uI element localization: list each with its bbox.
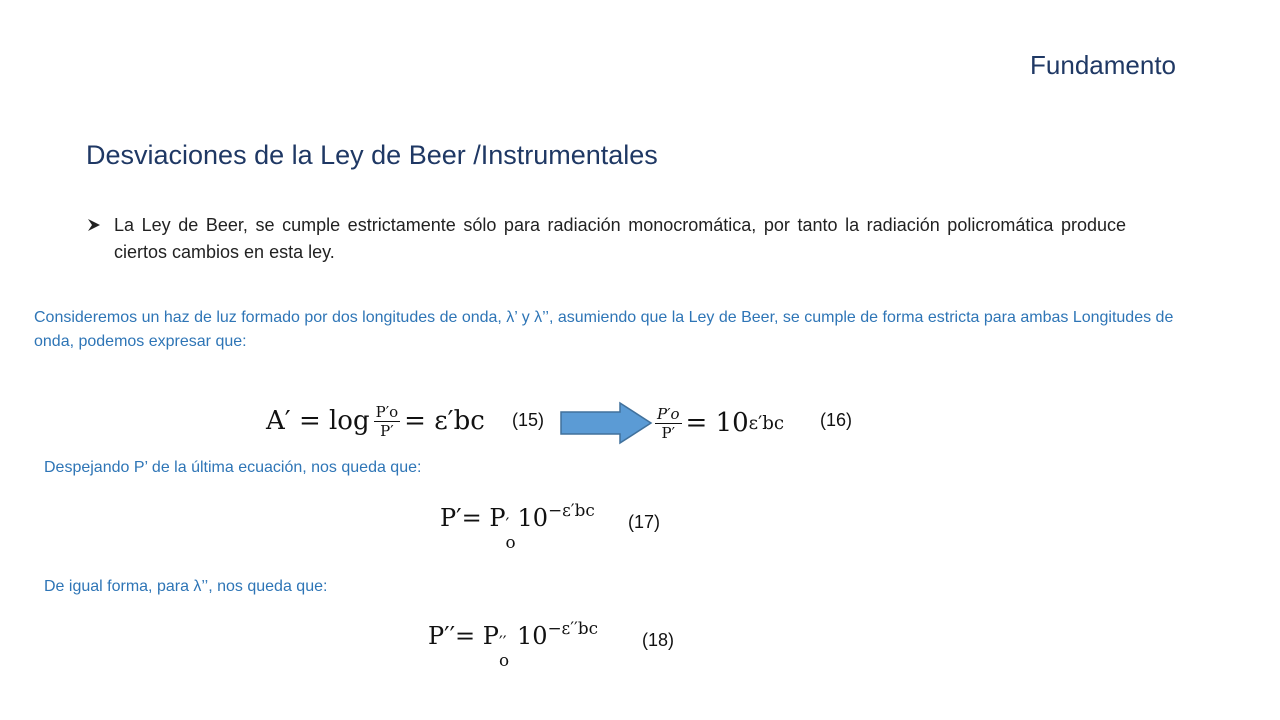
eq17-sub: o	[505, 532, 516, 553]
right-arrow-icon	[558, 400, 654, 446]
eq15-lhs: A′ = log	[266, 406, 370, 436]
intro-paragraph: Consideremos un haz de luz formado por dos longitudes de onda, λ’ y λ’’, asumiendo que la Ley de Beer, se cumple de forma estricta para ambas Longitudes de onda, podemos expresar que:	[34, 309, 1174, 350]
eq17-lhs: P′= P	[440, 504, 506, 533]
eq15-fraction	[374, 403, 401, 440]
eq18-exponent: −ε′′bc	[547, 618, 599, 638]
despejando-text: Despejando P’ de la última ecuación, nos queda que:	[44, 459, 422, 476]
equation-18-number: (18)	[642, 630, 675, 650]
eq16-base: = 10	[685, 408, 749, 438]
equation-15-number: (15)	[512, 410, 545, 430]
bullet-text: La Ley de Beer, se cumple estrictamente sólo para radiación monocromática, por tanto la radiación policromática produce ciertos cambios en esta ley.	[114, 215, 1126, 262]
eq17-base: 10	[517, 504, 549, 533]
slide-title: Desviaciones de la Ley de Beer /Instrumentales	[86, 140, 658, 170]
eq18-lhs: P′′= P	[428, 622, 499, 651]
equation-15	[266, 393, 485, 449]
equation-18	[428, 618, 599, 671]
equation-17-number: (17)	[628, 512, 661, 532]
eq16-numerator: P′o	[657, 404, 680, 423]
eq15-rhs: = ε′bc	[404, 406, 485, 436]
arrowhead-bullet-icon	[86, 217, 102, 233]
eq18-base: 10	[516, 622, 548, 651]
eq17-exponent: −ε′bc	[548, 500, 595, 520]
eq18-sub: o	[498, 650, 510, 671]
bullet-point	[86, 212, 1126, 266]
eq18-prime: ′′	[498, 632, 507, 653]
eq15-denominator: P′	[380, 421, 394, 440]
de-igual-forma-text: De igual forma, para λ’’, nos queda que:	[44, 578, 328, 595]
eq15-numerator: P′o	[375, 402, 399, 421]
header-title: Fundamento	[1030, 50, 1176, 80]
equation-17	[440, 500, 595, 553]
eq17-prime: ′	[505, 514, 510, 535]
eq16-denominator: P′	[661, 423, 676, 442]
eq16-fraction	[655, 405, 682, 442]
equation-16	[655, 393, 784, 453]
eq16-exponent: ε′bc	[748, 412, 785, 434]
equation-16-number: (16)	[820, 410, 853, 430]
